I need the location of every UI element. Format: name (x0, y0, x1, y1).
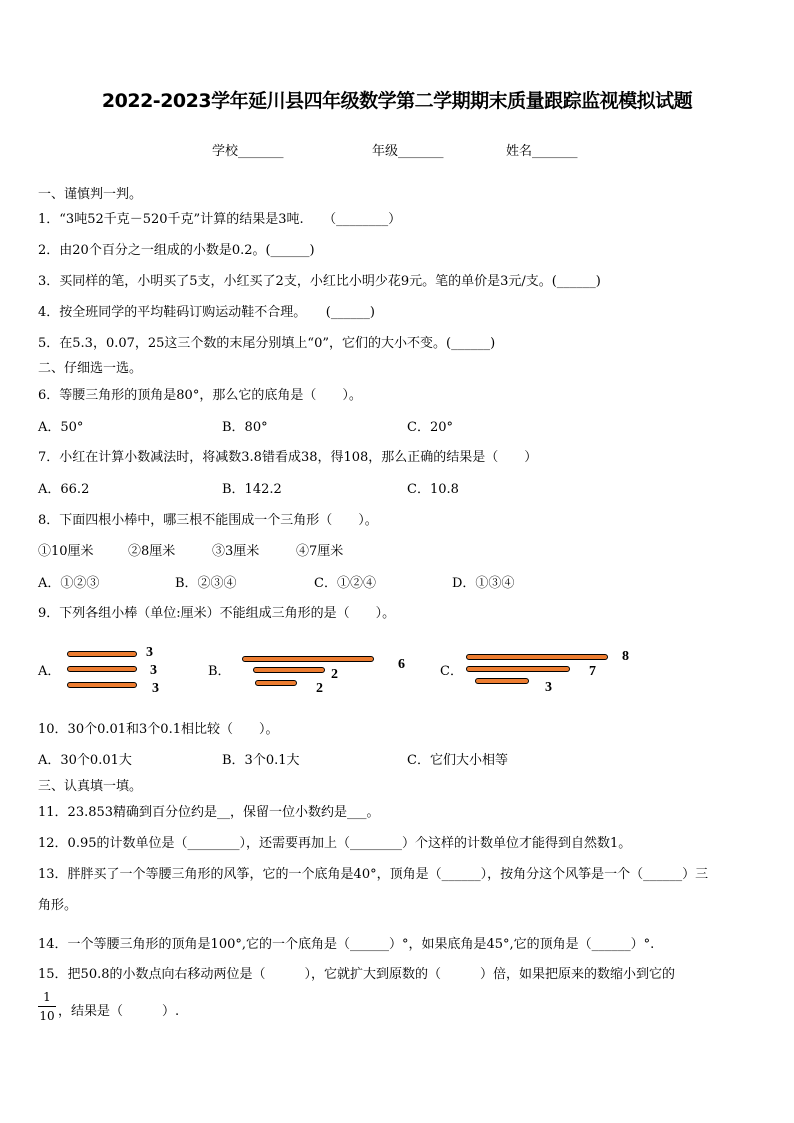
question-1: 1．“3吨52千克－520千克”计算的结果是3吨. （________） (38, 212, 402, 227)
question-6-option-a: A．50° (38, 420, 84, 435)
q9a-stick-1 (67, 651, 137, 657)
name-field: 姓名_______ (506, 144, 578, 159)
q9c-stick-3 (475, 678, 529, 684)
q9a-stick-3 (67, 682, 137, 688)
question-8-option-c: C．①②④ (314, 576, 376, 591)
question-8-option-a: A．①②③ (38, 576, 100, 591)
q9c-stick-1 (466, 654, 608, 660)
question-7-option-a: A．66.2 (38, 482, 90, 497)
question-8-stick-2: ②8厘米 (128, 544, 176, 559)
question-8-stick-3: ③3厘米 (212, 544, 260, 559)
fraction-numerator: 1 (43, 990, 51, 1004)
q9a-length-2: 3 (150, 663, 157, 678)
question-2: 2．由20个百分之一组成的小数是0.2。(______) (38, 243, 315, 258)
q9b-length-1: 6 (398, 657, 405, 672)
question-7-option-b: B．142.2 (222, 482, 282, 497)
question-12: 12．0.95的计数单位是（________），还需要再加上（________）个这样的计数单位才能得到自然数1。 (38, 836, 632, 851)
q9b-stick-2 (253, 667, 325, 673)
q9c-length-2: 7 (589, 664, 596, 679)
q9b-length-3: 2 (316, 681, 323, 696)
question-7-option-c: C．10.8 (407, 482, 459, 497)
question-5: 5．在5.3，0.07，25这三个数的末尾分别填上“0”，它们的大小不变。(______) (38, 336, 496, 351)
fraction-denominator: 10 (39, 1009, 55, 1023)
q9b-length-2: 2 (331, 667, 338, 682)
section-1-heading: 一、谨慎判一判。 (38, 187, 143, 202)
question-13-line-1: 13．胖胖买了一个等腰三角形的风筝，它的一个底角是40°，顶角是（______），按角分这个风筝是一个（______）三 (38, 867, 709, 882)
question-8-stick-1: ①10厘米 (38, 544, 94, 559)
question-13-line-2: 角形。 (38, 898, 78, 913)
fraction-one-tenth (38, 990, 56, 1023)
question-14: 14．一个等腰三角形的顶角是100°,它的一个底角是（______）°，如果底角是45°,它的顶角是（______）°. (38, 937, 655, 952)
fraction-bar (38, 1006, 56, 1007)
q9a-length-1: 3 (146, 645, 153, 660)
question-8-option-d: D．①③④ (452, 576, 515, 591)
question-8-option-b: B．②③④ (175, 576, 237, 591)
q9b-stick-1 (242, 656, 374, 662)
question-3: 3．买同样的笔，小明买了5支，小红买了2支，小红比小明少花9元。笔的单价是3元/支。(______) (38, 274, 601, 289)
question-11: 11．23.853精确到百分位约是__，保留一位小数约是___。 (38, 805, 380, 820)
school-field: 学校_______ (212, 144, 284, 159)
q9a-stick-2 (67, 666, 137, 672)
question-9-option-a-label: A． (38, 664, 61, 679)
q9c-length-1: 8 (622, 649, 629, 664)
question-9-option-c-label: C． (440, 664, 463, 679)
question-15-line-2: ，结果是（ ）. (58, 1004, 180, 1019)
question-8-stick-4: ④7厘米 (296, 544, 344, 559)
grade-field: 年级_______ (372, 144, 444, 159)
question-6-option-b: B．80° (222, 420, 268, 435)
q9c-length-3: 3 (545, 680, 552, 695)
question-6-option-c: C．20° (407, 420, 453, 435)
question-10-option-a: A．30个0.01大 (38, 753, 132, 768)
question-10-option-b: B．3个0.1大 (222, 753, 300, 768)
section-2-heading: 二、仔细选一选。 (38, 361, 143, 376)
question-9-option-b-label: B． (208, 664, 231, 679)
question-4: 4．按全班同学的平均鞋码订购运动鞋不合理。 (______) (38, 305, 375, 320)
q9a-length-3: 3 (152, 681, 159, 696)
question-6: 6．等腰三角形的顶角是80°，那么它的底角是（ ）。 (38, 388, 362, 403)
question-15-line-1: 15．把50.8的小数点向右移动两位是（ ），它就扩大到原数的（ ）倍，如果把原来的数缩小到它的 (38, 967, 675, 982)
question-9: 9．下列各组小棒（单位:厘米）不能组成三角形的是（ ）。 (38, 606, 396, 621)
page-title: 2022-2023学年延川县四年级数学第二学期期末质量跟踪监视模拟试题 (101, 90, 693, 112)
question-10: 10．30个0.01和3个0.1相比较（ ）。 (38, 722, 279, 737)
question-7: 7．小红在计算小数减法时，将减数3.8错看成38，得108，那么正确的结果是（ ） (38, 450, 538, 465)
question-8: 8．下面四根小棒中，哪三根不能围成一个三角形（ ）。 (38, 513, 378, 528)
q9c-stick-2 (466, 666, 570, 672)
question-10-option-c: C．它们大小相等 (407, 753, 508, 768)
section-3-heading: 三、认真填一填。 (38, 779, 143, 794)
q9b-stick-3 (255, 680, 297, 686)
